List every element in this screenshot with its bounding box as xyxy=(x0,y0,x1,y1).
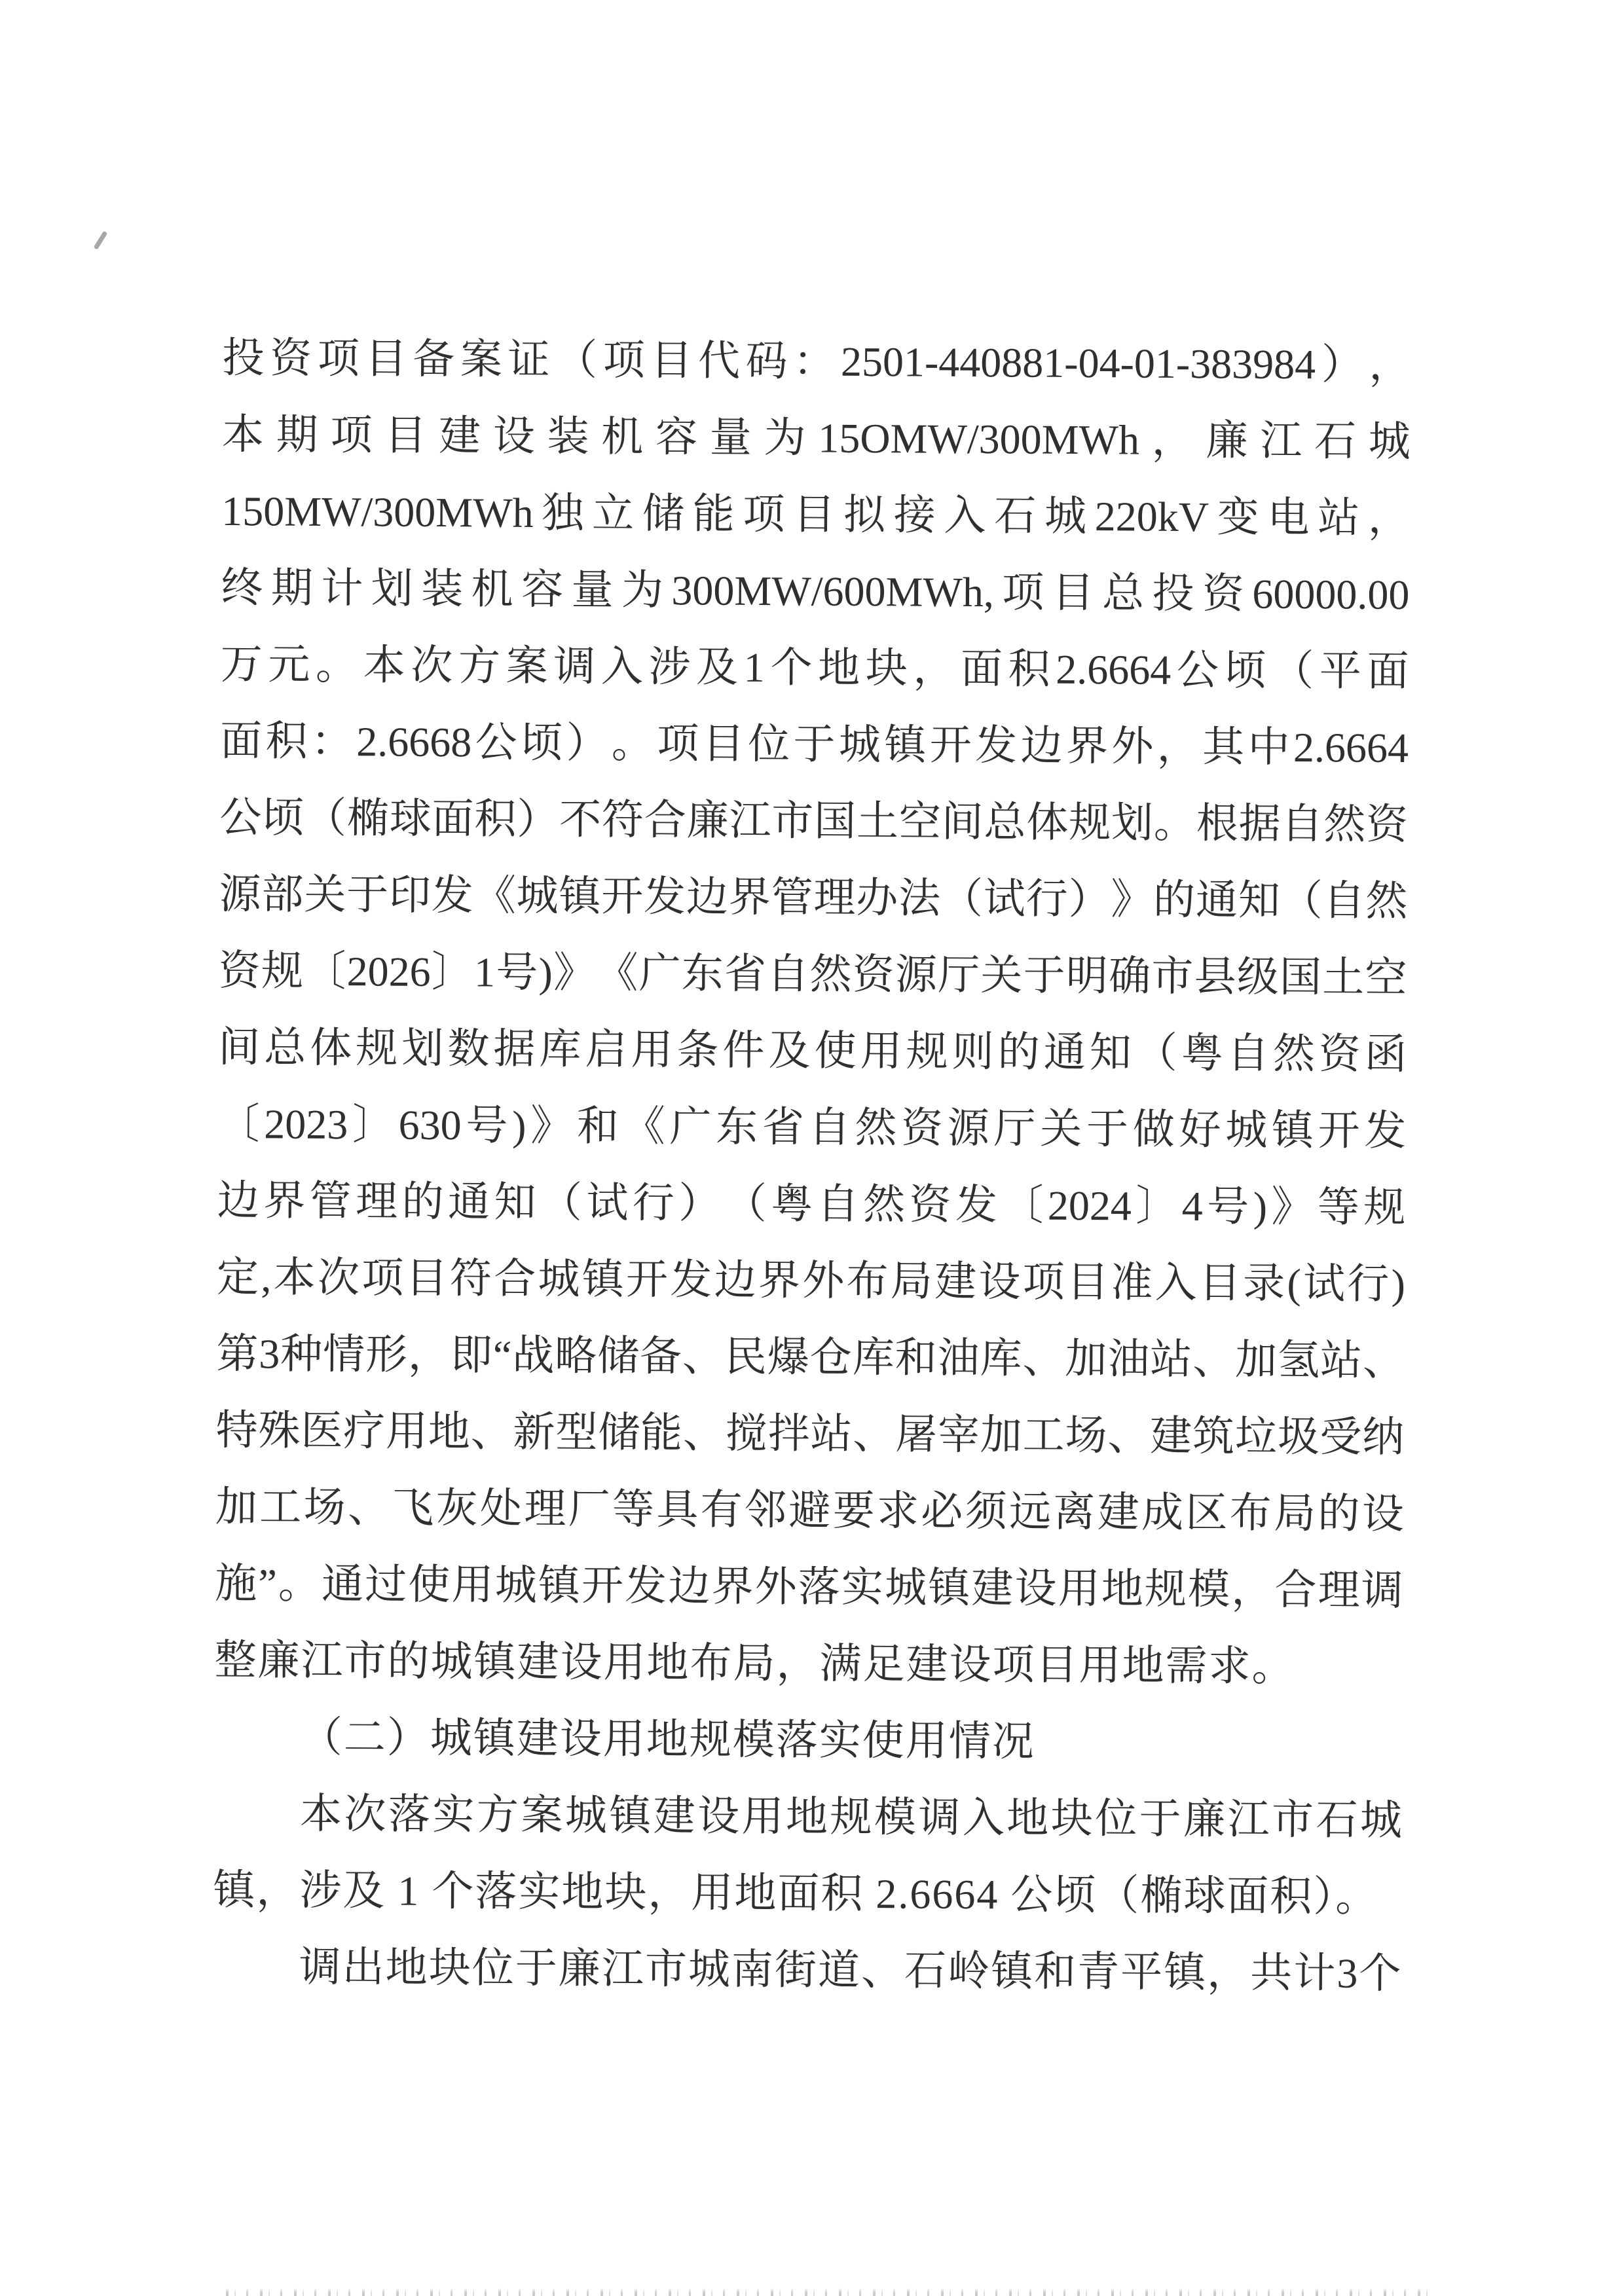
text-line: 定 , 本 次 项 目 符 合 城 镇 开 发 边 界 外 布 局 建 设 项 目 准 入 目 录 ( 试 行 ) xyxy=(216,1253,1406,1308)
page-bottom-cutoff-text xyxy=(226,2288,1434,2296)
text-line: 特 殊 医 疗 用 地 、 新 型 储 能 、 搅 拌 站 、 屠 宰 加 工 场 、 建 筑 垃 圾 受 纳 xyxy=(215,1406,1405,1461)
document-text-block xyxy=(212,319,1411,2012)
text-line: 边 界 管 理 的 通 知 （ 试 行 ） （ 粤 自 然 资 发 〔 2024 〕 4 号 ) 》 等 规 xyxy=(217,1176,1406,1231)
text-line: 施 ” 。 通 过 使 用 城 镇 开 发 边 界 外 落 实 城 镇 建 设 用 地 规 模 ， 合 理 调 xyxy=(214,1559,1404,1614)
text-line: 第 3 种 情 形 ， 即 “ 战 略 储 备 、 民 爆 仓 库 和 油 库 、 加 油 站 、 加 氢 站 、 xyxy=(216,1330,1405,1385)
text-line: 150MW/300MWh 独 立 储 能 项 目 拟 接 入 石 城 220kV 变 电 站 ， xyxy=(221,487,1411,542)
text-line: 源 部 关 于 印 发 《 城 镇 开 发 边 界 管 理 办 法 （ 试 行 ） 》 的 通 知 （ 自 然 xyxy=(219,870,1408,925)
text-line: 万 元 。 本 次 方 案 调 入 涉 及 1 个 地 块 ， 面 积 2.6664 公 顷 （ 平 面 xyxy=(220,640,1409,695)
text-line: 终 期 计 划 装 机 容 量 为 300MW/600MWh, 项 目 总 投 资 60000.00 xyxy=(221,564,1410,619)
text-line: （二）城镇建设用地规模落实使用情况 xyxy=(300,1713,1035,1765)
text-line: 投 资 项 目 备 案 证 （ 项 目 代 码 ： 2501-440881-04-01-383984 ） ， xyxy=(222,334,1411,389)
text-line: 调 出 地 块 位 于 廉 江 市 城 南 街 道 、 石 岭 镇 和 青 平 镇 ， 共 计 3 个 xyxy=(299,1943,1401,1997)
text-line: 面 积 ： 2.6668 公 顷 ） 。 项 目 位 于 城 镇 开 发 边 界 外 ， 其 中 2.6664 xyxy=(219,717,1409,772)
scan-speck-artifact xyxy=(94,230,108,249)
text-line: 加 工 场 、 飞 灰 处 理 厂 等 具 有 邻 避 要 求 必 须 远 离 建 成 区 布 局 的 设 xyxy=(215,1483,1405,1538)
text-line: 整廉江市的城镇建设用地布局，满足建设项目用地需求。 xyxy=(214,1636,1295,1690)
text-line: 镇，涉及 1 个落实地块，用地面积 2.6664 公顷（椭球面积）。 xyxy=(213,1866,1379,1920)
text-line: 公 顷 （ 椭 球 面 积 ） 不 符 合 廉 江 市 国 土 空 间 总 体 规 划 。 根 据 自 然 资 xyxy=(219,793,1409,848)
text-line: 间 总 体 规 划 数 据 库 启 用 条 件 及 使 用 规 则 的 通 知 （ 粤 自 然 资 函 xyxy=(217,1023,1407,1078)
text-line: 资 规 〔 2026 〕 1 号 ) 》 《 广 东 省 自 然 资 源 厅 关 于 明 确 市 县 级 国 土 空 xyxy=(218,947,1407,1002)
text-line: 本 次 落 实 方 案 城 镇 建 设 用 地 规 模 调 入 地 块 位 于 廉 江 市 石 城 xyxy=(299,1790,1403,1844)
text-line: 〔 2023 〕 630 号 ) 》 和 《 广 东 省 自 然 资 源 厅 关 于 做 好 城 镇 开 发 xyxy=(217,1100,1407,1155)
text-line: 本 期 项 目 建 设 装 机 容 量 为 15OMW/300MWh ， 廉 江 石 城 xyxy=(221,410,1411,465)
